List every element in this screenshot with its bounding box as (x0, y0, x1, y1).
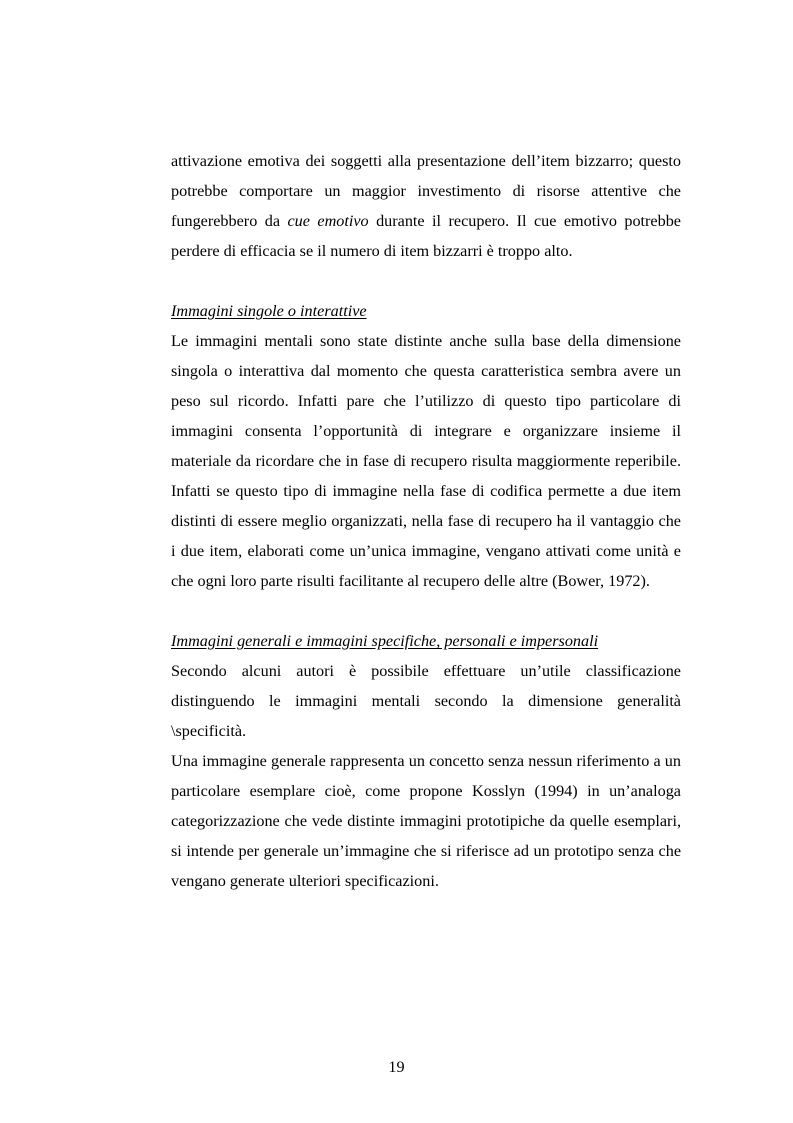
paragraph-text: attivazione emotiva dei soggetti alla presentazione dell’item bizzarro; questo potrebbe comportare un maggior investimento di risorse attentive che fungerebbero da (171, 152, 681, 230)
paragraph-bizarre-item (171, 146, 681, 266)
paragraph-text: durante il recupero. Il cue emotivo potrebbe perdere di efficacia se il numero di item bizzarri è troppo alto. (171, 212, 681, 260)
paragraph-gap (171, 266, 681, 296)
section-heading-single-interactive: Immagini singole o interattive (171, 302, 367, 320)
page-number: 19 (388, 1058, 405, 1076)
emphasis-cue-emotivo: cue emotivo (287, 212, 369, 230)
paragraph-single-interactive: Le immagini mentali sono state distinte anche sulla base della dimensione singola o interattiva dal momento che questa caratteristica sembra avere un peso sul ricordo. Infatti pare che l’utilizzo di questo tipo particolare di immagini consenta l’opportunità di integrare e organizzare insieme il materiale da ricordare che in fase di recupero risulta maggiormente reperibile. Infatti se questo tipo di immagine nella fase di codifica permette a due item distinti di essere meglio organizzati, nella fase di recupero ha il vantaggio che i due item, elaborati come un’unica immagine, vengano attivati come unità e che ogni loro parte risulti facilitante al recupero delle altre (Bower, 1972). (171, 332, 681, 590)
paragraph-gap (171, 596, 681, 626)
paragraph-general-image: Una immagine generale rappresenta un concetto senza nessun riferimento a un particolare esemplare cioè, come propone Kosslyn (1994) in un’analoga categorizzazione che vede distinte immagini prototipiche da quelle esemplari, si intende per generale un’immagine che si riferisce ad un prototipo senza che vengano generate ulteriori specificazioni. (171, 752, 681, 890)
page-body (171, 146, 681, 896)
paragraph-classification: Secondo alcuni autori è possibile effettuare un’utile classificazione distinguendo le immagini mentali secondo la dimensione generalità \specificità. (171, 662, 681, 740)
section-heading-general-specific: Immagini generali e immagini specifiche, personali e impersonali (171, 632, 599, 650)
